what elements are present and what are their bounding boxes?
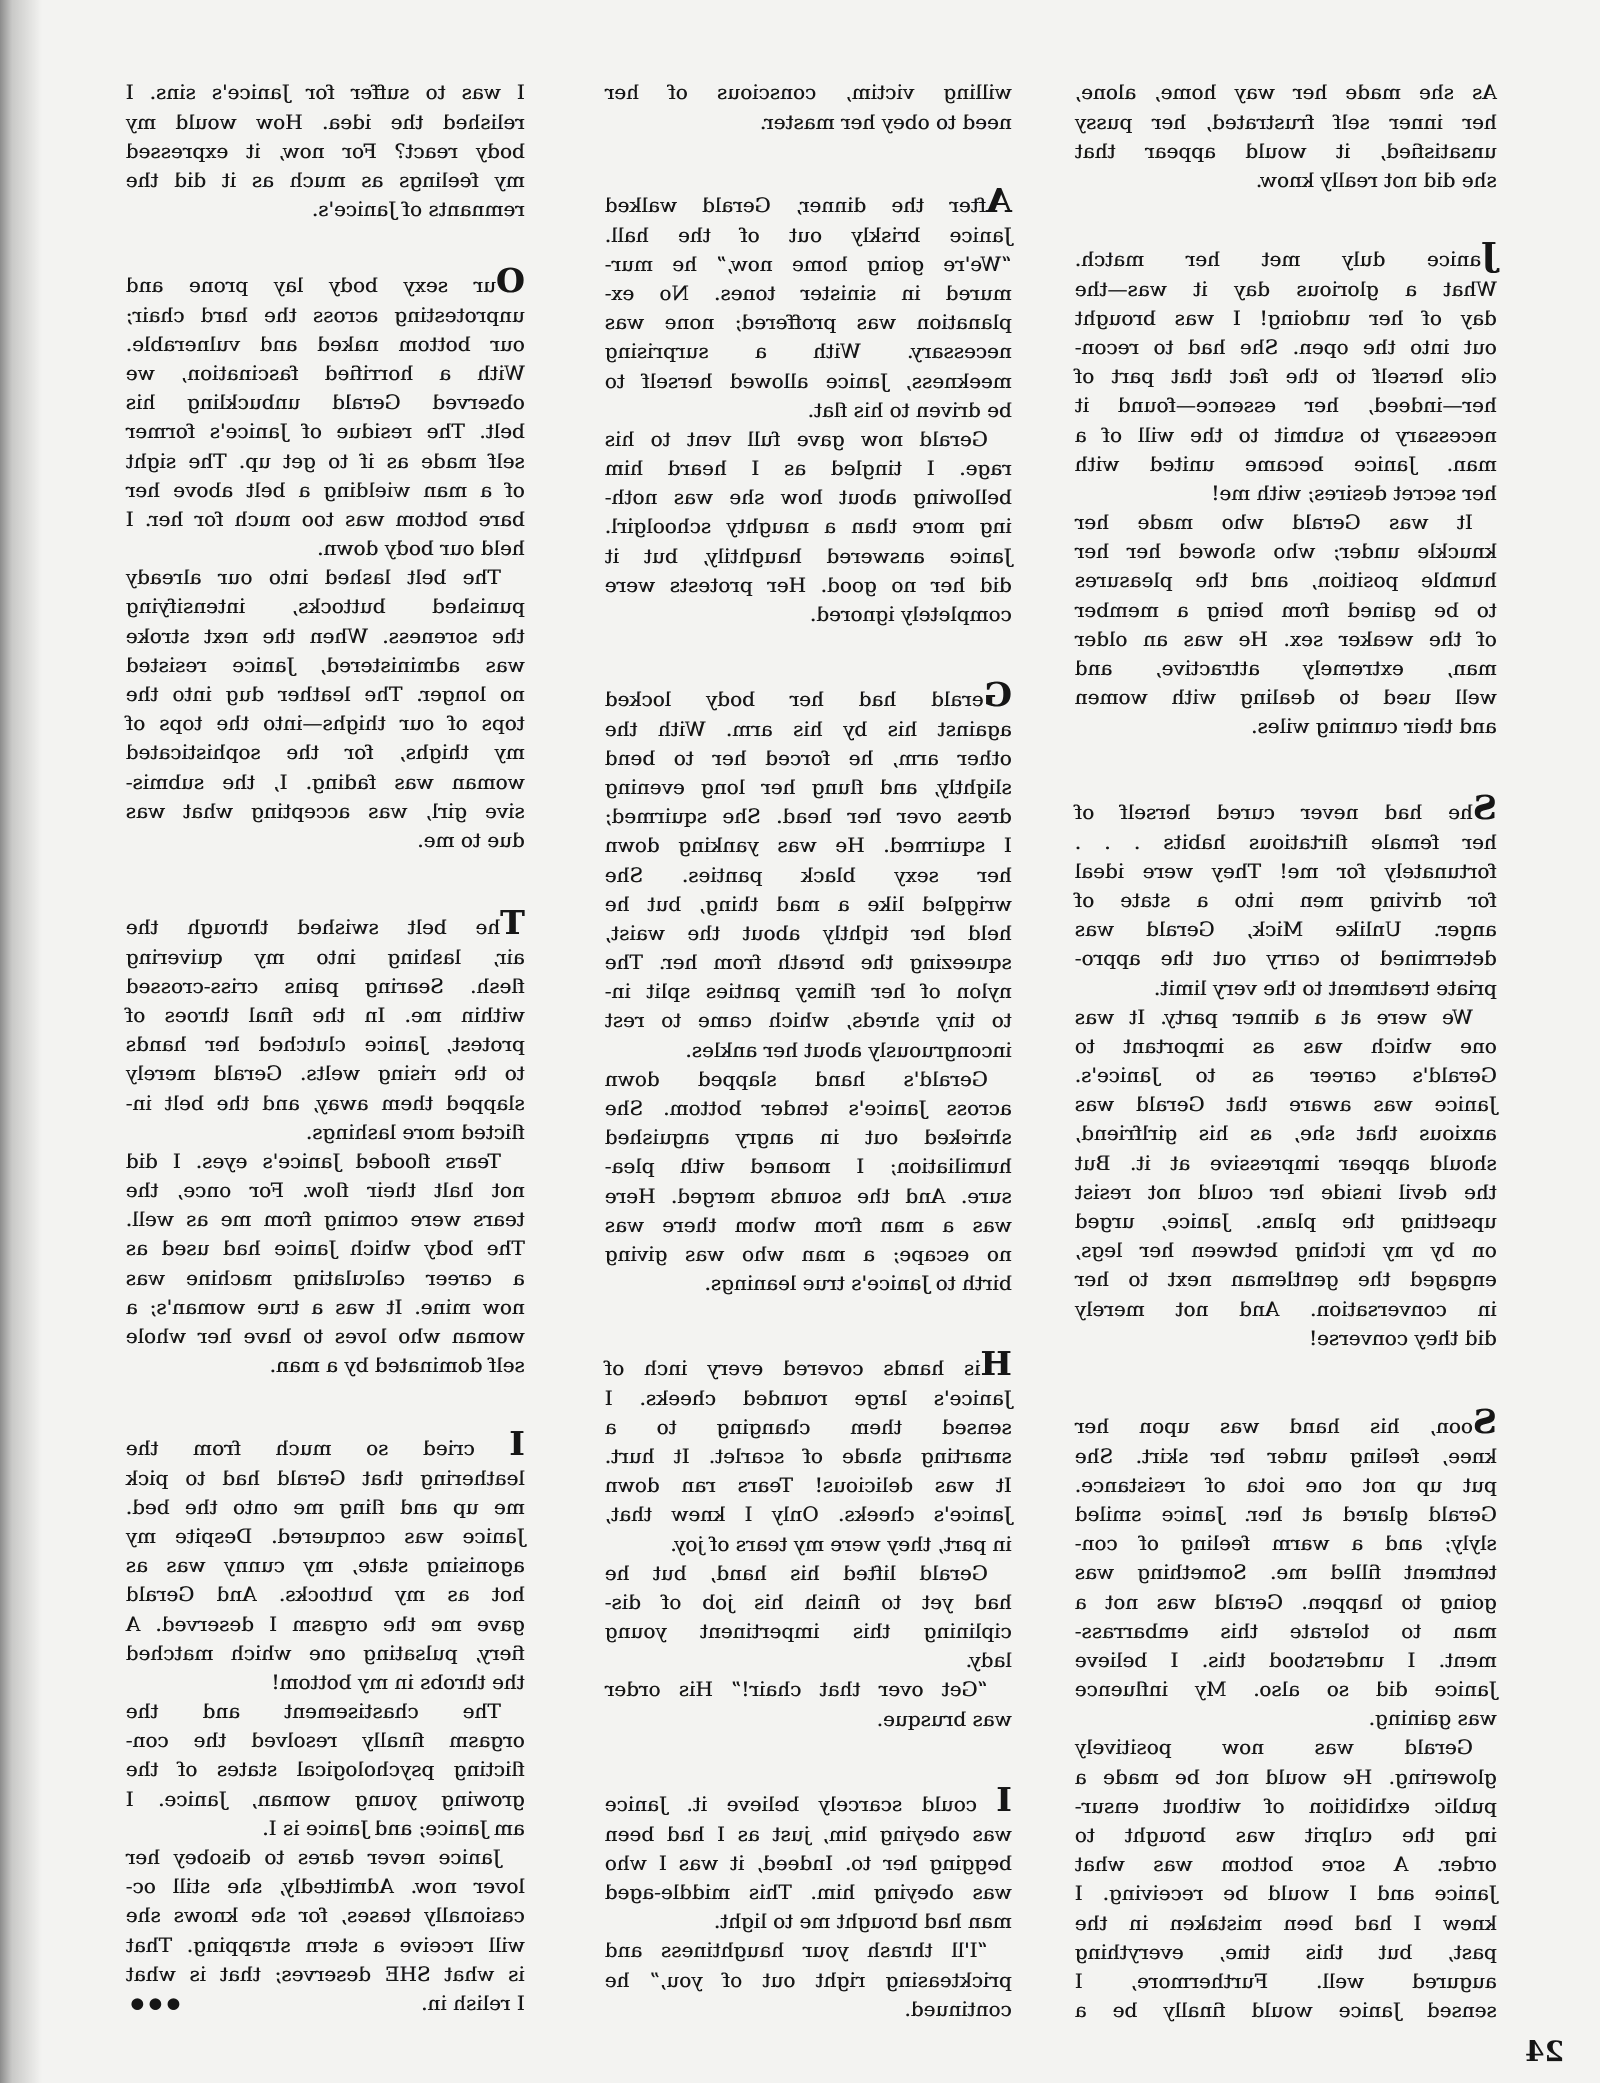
paragraph <box>1075 508 1497 742</box>
article-section <box>605 181 1012 629</box>
paragraph <box>1075 1402 1497 1733</box>
text-line: I was to suffer for Janice's sins. I <box>126 80 525 105</box>
text-line: bellowing about how she was noth- <box>605 485 1012 510</box>
line-text: is hands covered every inch of <box>605 1356 981 1381</box>
text-line: Janice's cheeks. Only I knew that, <box>605 1502 1012 1527</box>
line-text: he had never cured herself of <box>1075 800 1474 825</box>
text-line: me up and fling me onto the bed. <box>126 1494 525 1519</box>
line-text: ur sexy body lay prone and <box>126 273 497 298</box>
text-line: fiery, pulsating one which matched <box>126 1640 525 1665</box>
text-line: necessary. With a surprising <box>605 339 1012 364</box>
text-line: augured well. Furthermore, I <box>1075 1968 1497 1993</box>
text-line: lover now. Admittedly, she still oc- <box>126 1874 525 1899</box>
text-line: planation was proffered; none was <box>605 310 1012 335</box>
paragraph <box>126 563 525 855</box>
text-line: casionally teases, for she knows she <box>126 1903 525 1928</box>
text-line: ment. I understood this. I believe <box>1075 1647 1497 1672</box>
drop-cap-letter: A <box>986 181 1012 221</box>
paragraph <box>605 1675 1012 1733</box>
text-line: woman was fading. I, the submis- <box>126 769 525 794</box>
text-line: man. Janice became united with <box>1075 451 1497 476</box>
line-text: I relish in. <box>421 1990 525 2015</box>
drop-cap-letter: I <box>509 1424 525 1464</box>
text-line: Janice was conquered. Despite my <box>126 1523 525 1548</box>
article-section <box>126 1424 525 2018</box>
text-line: slyly; and a warm feeling of con- <box>1075 1531 1497 1556</box>
text-line: engaged the gentleman next to her <box>1075 1267 1497 1292</box>
paragraph <box>126 1843 525 2018</box>
text-line: of the weaker sex. He was an older <box>1075 626 1497 651</box>
text-line: determined to carry out the appro- <box>1075 946 1497 971</box>
line-text: anice duly met her match. <box>1075 247 1482 272</box>
text-line: “I'll thrash your haughtiness and <box>605 1938 988 1963</box>
text-line: Janice never dares to disobey her <box>126 1845 501 1870</box>
paragraph <box>1075 788 1497 1002</box>
text-line: continued. <box>904 1996 1012 2021</box>
drop-cap-letter: H <box>980 1344 1012 1384</box>
article-section <box>126 261 525 855</box>
text-line: going to happen. Gerald was not a <box>1075 1589 1497 1614</box>
article-section <box>126 78 525 224</box>
drop-cap-letter: J <box>1481 235 1497 275</box>
text-line: be driven to his flat. <box>807 397 1012 422</box>
text-line: one which was as important to <box>1075 1033 1497 1058</box>
text-line: anxious that she, as his girlfriend, <box>1075 1121 1497 1146</box>
text-line: flesh. Searing pains criss-crossed <box>126 973 525 998</box>
text-line: Janice and I would be receiving. I <box>1075 1881 1497 1906</box>
text-line: Janice briskly out of the hall. <box>605 222 1012 247</box>
article-section <box>605 1344 1012 1733</box>
text-line: was brusque. <box>876 1706 1012 1731</box>
text-line: knew I had been mistaken in the <box>1075 1910 1497 1935</box>
text-line <box>1075 235 1497 275</box>
text-line <box>126 1989 525 2018</box>
paragraph <box>605 1936 1012 2024</box>
drop-cap-letter: I <box>996 1780 1012 1820</box>
text-line: was obeying him. This middle-aged <box>605 1879 1012 1904</box>
text-line: held her tightly about the waist, <box>605 920 1012 945</box>
line-text: cried so much from the <box>126 1436 510 1461</box>
text-line: was a man from whom there was <box>605 1212 1012 1237</box>
text-line: punished buttocks, intensifying <box>126 594 525 619</box>
end-of-article-mark: ●●● <box>126 1993 181 2012</box>
paragraph <box>1075 78 1497 195</box>
text-line: Gerald's hand slapped down <box>605 1066 988 1091</box>
text-line: now mine. It was a true woman's; a <box>126 1294 525 1319</box>
text-line: put up not one iota of resistance. <box>1075 1472 1497 1497</box>
text-line: had yet to finish his job of dis- <box>605 1589 1012 1614</box>
text-line: sensed Janice would finally be a <box>1075 1998 1497 2023</box>
text-line: Janice answered haughtily, but it <box>605 543 1012 568</box>
text-line: is what SHE deserves; that is what <box>126 1961 525 1986</box>
text-line: Gerald's career as to Janice's. <box>1075 1063 1497 1088</box>
line-text: he belt swished through the <box>126 915 501 940</box>
text-line: shrieked out in angry anguished <box>605 1125 1012 1150</box>
line-text: oon, his hand was upon her <box>1075 1414 1474 1439</box>
text-line: leathering that Gerald had to pick <box>126 1465 525 1490</box>
text-line: my thighs, for the sophisticated <box>126 740 525 765</box>
paragraph <box>605 1559 1012 1676</box>
text-line: glowering. He would not be made a <box>1075 1764 1497 1789</box>
text-line: order. A sore bottom was what <box>1075 1852 1497 1877</box>
text-line: self dominated by a man. <box>269 1353 525 1378</box>
text-line: Tears flooded Janice's eyes. I did <box>126 1148 501 1173</box>
text-line: belt. The residue of Janice's former <box>126 419 525 444</box>
paragraph <box>605 425 1012 629</box>
text-line: smarting shade of scarlet. It hurt. <box>605 1443 1012 1468</box>
text-line: to the rising welts. Gerald merely <box>126 1061 525 1086</box>
text-line: remnants of Janice's. <box>312 197 525 222</box>
text-line: air, lashing into my quivering <box>126 944 525 969</box>
text-line: humiliation; I moaned with plea- <box>605 1154 1012 1179</box>
text-line: The belt lashed into our already <box>126 565 501 590</box>
text-line: across Janice's tender bottom. She <box>605 1096 1012 1121</box>
text-line: Gerald glared at her. Janice smiled <box>1075 1501 1497 1526</box>
paragraph <box>126 903 525 1147</box>
text-line: Gerald now gave full vent to his <box>605 426 988 451</box>
page-number: 24 <box>1525 2035 1564 2068</box>
text-line: did they converse! <box>1309 1325 1497 1350</box>
text-line: body react? For now, it expressed <box>126 138 525 163</box>
text-line <box>605 675 1012 715</box>
text-line: public exhibition of without ensur- <box>1075 1793 1497 1818</box>
paragraph <box>605 78 1012 136</box>
text-line: prickteasing right out of you,” he <box>605 1967 1012 1992</box>
text-line: cile herself to the fact that part of <box>1075 364 1497 389</box>
text-line <box>605 1780 1012 1820</box>
drop-cap-letter: O <box>496 261 525 301</box>
paragraph <box>126 78 525 224</box>
text-line: the soreness. When the next stroke <box>126 623 525 648</box>
article-section <box>126 903 525 1380</box>
article-section <box>1075 235 1497 741</box>
text-line: her—indeed, her essence—found it <box>1075 393 1497 418</box>
text-line: incongruously about her ankles. <box>685 1037 1012 1062</box>
text-line: protest, Janice clutched her hands <box>126 1032 525 1057</box>
text-line: slightly, and flung her long evening <box>605 774 1012 799</box>
text-line: not halt their flow. For once, the <box>126 1178 525 1203</box>
text-line: priate treatment to the very limit. <box>1154 975 1497 1000</box>
text-column-3 <box>126 0 525 2083</box>
text-line: Janice's large rounded cheeks. I <box>605 1385 1012 1410</box>
paragraph <box>605 675 1012 1064</box>
text-line: well used to dealing with women <box>1075 685 1497 710</box>
text-line: rage. I tingled as I heard him <box>605 456 1012 481</box>
text-line: of a man wielding a belt above her <box>126 477 525 502</box>
text-line <box>605 1344 1012 1384</box>
text-line: the throbs in my bottom! <box>271 1669 525 1694</box>
text-line: her sexy black panties. She <box>605 862 1012 887</box>
text-line: sensed them changing to a <box>605 1414 1012 1439</box>
paragraph <box>126 1697 525 1843</box>
text-line: The chastisement and the <box>126 1699 501 1724</box>
text-line: sive girl, was accepting what was <box>126 798 525 823</box>
drop-cap-letter: S <box>1473 1402 1497 1442</box>
article-section <box>605 78 1012 136</box>
article-section <box>1075 1402 1497 2025</box>
text-line <box>605 181 1012 221</box>
text-line: slapped them away, and the belt in- <box>126 1090 525 1115</box>
text-line: her inner self frustrated, her pussy <box>1075 109 1497 134</box>
text-line: I squirmed. He was yanking down <box>605 833 1012 858</box>
paragraph <box>605 1065 1012 1299</box>
text-line: knuckle under; who showed her her <box>1075 539 1497 564</box>
text-line: my feelings as much as it did the <box>126 167 525 192</box>
text-line: hot as my buttocks. And Gerald <box>126 1582 525 1607</box>
text-line: nylon of her flimsy panties split in- <box>605 979 1012 1004</box>
text-line: knee, feeling under her skirt. She <box>1075 1443 1497 1468</box>
text-line: unprotesting across the hard chair; <box>126 302 525 327</box>
text-line: lady. <box>965 1648 1012 1673</box>
text-line: unsatisfied, it would appear that <box>1075 138 1497 163</box>
drop-cap-letter: T <box>500 903 525 943</box>
text-line: Gerald lifted his hand, but he <box>605 1560 988 1585</box>
text-line: self made as if to get up. The sight <box>126 448 525 473</box>
text-line: dress over her head. She squirmed; <box>605 804 1012 829</box>
text-line: squeezing the breath from her. The <box>605 950 1012 975</box>
text-line: begging her to. Indeed, it was I who <box>605 1850 1012 1875</box>
text-line: flicted more lashings. <box>306 1119 525 1144</box>
text-line: humble position, and the pleasures <box>1075 568 1497 593</box>
text-line: man had brought me to light. <box>714 1909 1012 1934</box>
text-line: Janice was aware that Gerald was <box>1075 1092 1497 1117</box>
paragraph <box>605 181 1012 425</box>
text-line <box>126 903 525 943</box>
text-line: anger. Unlike Mick, Gerald was <box>1075 917 1497 942</box>
text-line: willing victim, conscious of her <box>605 80 1012 105</box>
text-line <box>126 1424 525 1464</box>
text-line: Janice did so also. My influence <box>1075 1677 1497 1702</box>
text-line: observed Gerald unbuckling his <box>126 390 525 415</box>
text-line: agonising state, my cunny was as <box>126 1553 525 1578</box>
text-line: for driving men into a state of <box>1075 887 1497 912</box>
paragraph <box>126 1424 525 1697</box>
text-line: tears were coming from me as well. <box>126 1207 525 1232</box>
text-line <box>1075 1402 1497 1442</box>
text-line: against his by his arm. With the <box>605 716 1012 741</box>
text-line: mured in sinister tones. No ex- <box>605 280 1012 305</box>
text-line: As she made her way home, alone, <box>1075 80 1497 105</box>
text-line: ing the culprit was brought to <box>1075 1823 1497 1848</box>
line-text: could scarcely believe it. Janice <box>605 1792 997 1817</box>
article-section <box>1075 788 1497 1353</box>
text-line: birth to Janice's true leanings. <box>704 1271 1012 1296</box>
text-line: her female flirtatious habits . . . <box>1075 829 1497 854</box>
text-line: upsetting the plans. Janice, urged <box>1075 1209 1497 1234</box>
text-line: ciplining this impertinent young <box>605 1619 1012 1644</box>
text-line: our bottom naked and vulnerable. <box>126 331 525 356</box>
text-line: orgasm finally resolved the con- <box>126 1728 525 1753</box>
paragraph <box>1075 235 1497 508</box>
text-line: Gerald was now positively <box>1075 1735 1473 1760</box>
text-line: ing more than a naughty schoolgirl. <box>605 514 1012 539</box>
text-line: was obeying him, just as I had been <box>605 1821 1012 1846</box>
text-line: held our body down. <box>317 536 525 561</box>
text-line: need to obey her master. <box>760 109 1012 134</box>
text-line: “We're going home now,” he mur- <box>605 251 1012 276</box>
text-line: man, extremely attractive, and <box>1075 656 1497 681</box>
text-line: no longer. The leather dug into the <box>126 682 525 707</box>
text-line: within me. In the final throes of <box>126 1002 525 1027</box>
text-line: meekness, Janice allowed herself to <box>605 368 1012 393</box>
text-line: woman who loves to have her whole <box>126 1324 525 1349</box>
text-line: was administered, Janice resisted <box>126 652 525 677</box>
text-line: It was delicious! Tears ran down <box>605 1473 1012 1498</box>
drop-cap-letter: G <box>983 675 1012 715</box>
text-line <box>1075 788 1497 828</box>
drop-cap-letter: S <box>1473 788 1497 828</box>
text-line: With a horrified fascination, we <box>126 360 525 385</box>
text-line: flicting psychological states of the <box>126 1757 525 1782</box>
text-line: in conversation. And not merely <box>1075 1296 1497 1321</box>
line-text: fter the dinner, Gerald walked <box>605 193 987 218</box>
text-line: was gaining. <box>1368 1706 1497 1731</box>
article-section <box>605 1780 1012 2024</box>
text-line: tops of our thighs—into the tops of <box>126 711 525 736</box>
text-line: in part, they were my tears of joy. <box>670 1531 1012 1556</box>
text-line: growing young woman, Janice. I <box>126 1786 525 1811</box>
text-line: wriggled like a mad thing, but he <box>605 891 1012 916</box>
text-line: It was Gerald who made her <box>1075 510 1473 535</box>
text-line: the devil inside her could not resist <box>1075 1179 1497 1204</box>
paragraph <box>126 261 525 563</box>
text-line: and their cunning wiles. <box>1251 714 1497 739</box>
text-line: due to me. <box>417 827 525 852</box>
text-column-2 <box>605 0 1012 2083</box>
text-line: man to tolerate this embarrass- <box>1075 1618 1497 1643</box>
text-line: to be gained from being a member <box>1075 597 1497 622</box>
paragraph <box>605 1344 1012 1558</box>
article-section <box>1075 78 1497 195</box>
text-line: to tiny shreds, which came to rest <box>605 1008 1012 1033</box>
paragraph <box>1075 1003 1497 1353</box>
line-text: erald had her body locked <box>605 687 984 712</box>
text-line: a career calculating machine was <box>126 1265 525 1290</box>
text-line: out into the open. She had to recon- <box>1075 334 1497 359</box>
text-line: will receive a stern strapping. That <box>126 1932 525 1957</box>
text-line: other arm, he forced her to bend <box>605 745 1012 770</box>
text-line: sure. And the sounds merged. Here <box>605 1183 1012 1208</box>
text-line: should appear impressive at it. But <box>1075 1150 1497 1175</box>
article-section <box>605 675 1012 1298</box>
text-line: relished the idea. How would my <box>126 109 525 134</box>
paragraph <box>1075 1733 1497 2025</box>
text-line: What a glorious day it was—the <box>1075 276 1497 301</box>
text-line: no escape; a man who was giving <box>605 1241 1012 1266</box>
text-line: fortunately for me! They were ideal <box>1075 858 1497 883</box>
text-line <box>126 261 525 301</box>
text-column-1 <box>1075 0 1497 2083</box>
text-line: her secret desires; with me! <box>1211 480 1497 505</box>
text-line: past, but this time, everything <box>1075 1939 1497 1964</box>
text-line: tentment filled me. Something was <box>1075 1560 1497 1585</box>
text-line: she did not really know. <box>1256 167 1497 192</box>
text-line: am Janice; and Janice is I. <box>262 1815 525 1840</box>
text-line: gave me the orgasm I deserved. A <box>126 1611 525 1636</box>
text-line: on by my itching between her legs, <box>1075 1238 1497 1263</box>
text-line: We were at a dinner party. It was <box>1075 1004 1473 1029</box>
text-line: “Get over that chair!” His order <box>605 1677 988 1702</box>
text-line: day of her undoing! I was brought <box>1075 305 1497 330</box>
text-line: necessary to submit to the will of a <box>1075 422 1497 447</box>
paragraph <box>126 1147 525 1381</box>
paragraph <box>605 1780 1012 1936</box>
text-line: did her no good. Her protests were <box>605 572 1012 597</box>
text-line: bare bottom was too much for her. I <box>126 506 525 531</box>
text-line: The body which Janice had used as <box>126 1236 525 1261</box>
text-line: completely ignored. <box>810 602 1012 627</box>
